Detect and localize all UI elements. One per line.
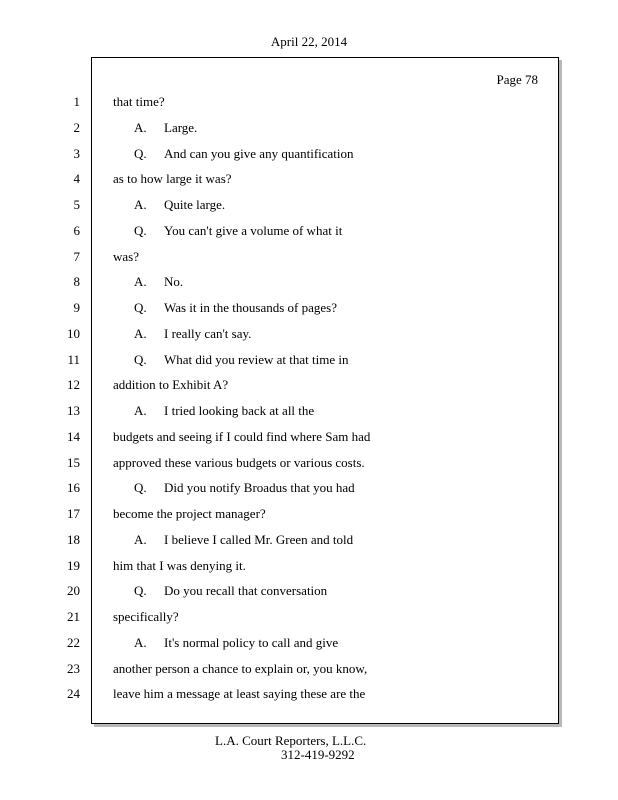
qa-marker: A.	[134, 531, 147, 547]
page-number: Page 78	[496, 72, 538, 87]
line-text	[113, 93, 165, 111]
line-number: 17	[67, 506, 80, 521]
transcript-line	[0, 299, 618, 325]
line-text	[134, 325, 251, 343]
line-body: No.	[164, 274, 184, 290]
line-text	[113, 685, 365, 703]
line-text	[113, 557, 246, 575]
qa-marker: A.	[134, 119, 147, 135]
line-text	[113, 505, 266, 523]
line-number: 21	[67, 609, 80, 624]
qa-marker: A.	[134, 197, 147, 212]
qa-marker: A.	[134, 634, 147, 650]
line-body: was?	[113, 248, 139, 264]
line-body: I tried looking back at all the	[164, 403, 315, 418]
line-body: What did you review at that time in	[164, 351, 349, 367]
line-number: 24	[67, 686, 80, 702]
line-number: 22	[67, 634, 80, 650]
line-body: addition to Exhibit A?	[113, 377, 229, 393]
line-body: another person a chance to explain or, you know,	[113, 660, 368, 676]
line-text	[134, 299, 337, 317]
line-number: 5	[73, 197, 80, 212]
line-number: 1	[73, 94, 80, 109]
transcript-line	[0, 557, 618, 583]
transcript-line	[0, 402, 618, 428]
transcript-line	[0, 376, 618, 402]
line-body: approved these various budgets or various costs.	[113, 454, 365, 470]
transcript-line	[0, 222, 618, 248]
transcript-line	[0, 660, 618, 686]
line-text	[134, 273, 183, 291]
line-text	[134, 119, 197, 137]
transcript-line	[0, 608, 618, 634]
line-number: 9	[73, 300, 80, 315]
line-text	[113, 660, 367, 678]
line-text	[134, 402, 314, 420]
footer-phone: 312-419-9292	[281, 747, 355, 762]
line-body: And can you give any quantification	[164, 145, 354, 161]
line-text	[134, 582, 327, 600]
line-text	[134, 634, 338, 652]
transcript-line	[0, 351, 618, 377]
line-body: him that I was denying it.	[113, 557, 246, 573]
line-number: 16	[67, 480, 80, 496]
transcript-line	[0, 531, 618, 557]
line-number: 3	[73, 145, 80, 161]
line-body: You can't give a volume of what it	[164, 222, 343, 238]
line-body: Do you recall that conversation	[164, 583, 328, 599]
qa-marker: A.	[134, 325, 147, 341]
line-number: 15	[67, 454, 80, 470]
line-text	[134, 222, 342, 240]
transcript-line	[0, 273, 618, 299]
line-text	[113, 248, 139, 266]
transcript-line	[0, 325, 618, 351]
line-body: become the project manager?	[113, 506, 266, 521]
footer-company: L.A. Court Reporters, L.L.C.	[215, 733, 367, 748]
transcript-line	[0, 454, 618, 480]
line-number: 4	[73, 171, 80, 187]
line-body: leave him a message at least saying these are the	[113, 686, 366, 702]
qa-marker: Q.	[134, 583, 147, 599]
qa-marker: Q.	[134, 222, 147, 238]
transcript-line	[0, 119, 618, 145]
transcript-line	[0, 93, 618, 119]
line-number: 12	[67, 377, 80, 393]
line-body: It's normal policy to call and give	[164, 634, 339, 650]
qa-marker: Q.	[134, 145, 147, 161]
line-body: I believe I called Mr. Green and told	[164, 531, 354, 547]
qa-marker: Q.	[134, 351, 147, 367]
line-body: Large.	[164, 119, 198, 135]
line-body: budgets and seeing if I could find where Sam had	[113, 428, 371, 444]
line-text	[113, 454, 365, 472]
qa-marker: Q.	[134, 480, 147, 496]
line-body: that time?	[113, 94, 165, 109]
qa-marker: A.	[134, 274, 147, 290]
line-number: 7	[73, 248, 80, 264]
line-text	[134, 531, 353, 549]
transcript-line	[0, 248, 618, 274]
line-text	[113, 376, 228, 394]
line-body: Did you notify Broadus that you had	[164, 480, 355, 496]
qa-marker: Q.	[134, 300, 147, 315]
transcript-line	[0, 505, 618, 531]
line-body: Quite large.	[164, 197, 226, 212]
line-number: 14	[67, 428, 80, 444]
transcript-line	[0, 582, 618, 608]
line-text	[134, 351, 348, 369]
line-number: 11	[67, 351, 80, 367]
line-number: 2	[73, 119, 80, 135]
transcript-line	[0, 145, 618, 171]
line-text	[134, 196, 225, 214]
transcript-line	[0, 479, 618, 505]
transcript-line	[0, 170, 618, 196]
line-number: 23	[67, 660, 80, 676]
line-text	[113, 170, 232, 188]
line-text	[113, 428, 370, 446]
qa-marker: A.	[134, 403, 147, 418]
line-number: 8	[73, 274, 80, 290]
header-date: April 22, 2014	[270, 34, 348, 49]
line-body: as to how large it was?	[113, 171, 232, 187]
line-number: 13	[67, 403, 80, 418]
line-text	[134, 479, 355, 497]
transcript-line	[0, 634, 618, 660]
transcript-line	[0, 685, 618, 711]
line-number: 6	[73, 222, 80, 238]
line-number: 10	[67, 325, 80, 341]
transcript-line	[0, 196, 618, 222]
line-text	[113, 608, 179, 626]
line-number: 20	[67, 583, 80, 599]
line-body: Was it in the thousands of pages?	[164, 300, 337, 315]
line-number: 18	[67, 531, 80, 547]
line-number: 19	[67, 557, 80, 573]
line-text	[134, 145, 354, 163]
line-body: specifically?	[113, 609, 179, 624]
transcript-line	[0, 428, 618, 454]
transcript-lines	[0, 93, 618, 711]
line-body: I really can't say.	[164, 325, 252, 341]
